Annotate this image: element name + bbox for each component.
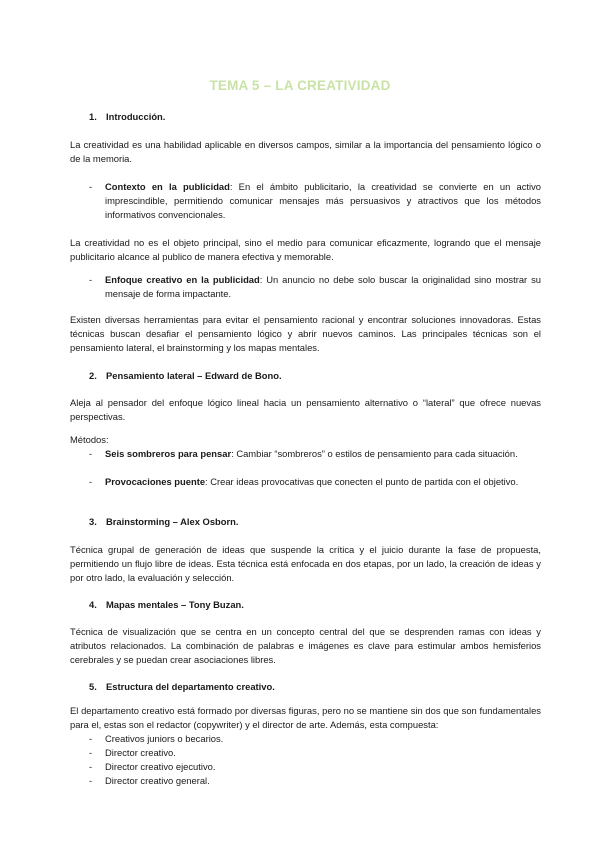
paragraph: La creatividad no es el objeto principal, sino el medio para comunicar eficazmente, logrando que el mensaje publicitario alcance al publico de manera efectiva y memorable. xyxy=(70,237,541,262)
bullet-dash: - xyxy=(89,274,93,285)
paragraph: Existen diversas herramientas para evitar el pensamiento racional y encontrar soluciones innovadoras. Estas técnicas buscan desafiar el pensamiento lógico y abrir nuevos caminos. Las principales técnicas son el pensamiento lateral, el brainstorming y los mapas mentales. xyxy=(70,314,541,353)
list-item-text: Director creativo. xyxy=(105,747,176,758)
section-number: 2. xyxy=(89,370,97,381)
bullet-label: Seis sombreros para pensar xyxy=(105,448,232,459)
bullet-item xyxy=(89,447,541,461)
section-number: 5. xyxy=(89,681,97,692)
document-title: TEMA 5 – LA CREATIVIDAD xyxy=(209,78,391,93)
bullet-item xyxy=(89,180,541,222)
list-item-text: Director creativo general. xyxy=(105,775,210,786)
bullet-text: : En el ámbito publicitario, la creatividad se convierte en un activo imprescindible, permitiendo comunicar mensajes más persuasivos y atractivos que los métodos informativos convencionales. xyxy=(105,181,541,220)
section-heading-brainstorming xyxy=(89,515,239,529)
list-item-text: Director creativo ejecutivo. xyxy=(105,761,216,772)
list-item xyxy=(89,760,215,774)
section-title: Pensamiento lateral – Edward de Bono. xyxy=(106,370,282,381)
bullet-dash: - xyxy=(89,181,93,192)
section-heading-estructura xyxy=(89,680,275,694)
bullet-label: Enfoque creativo en la publicidad xyxy=(105,274,260,285)
section-title: Brainstorming – Alex Osborn. xyxy=(106,516,239,527)
section-heading-pensamiento-lateral xyxy=(89,369,282,383)
bullet-dash: - xyxy=(89,775,93,786)
paragraph: La creatividad es una habilidad aplicable en diversos campos, similar a la importancia del pensamiento lógico o de la memoria. xyxy=(70,139,541,164)
paragraph: El departamento creativo está formado por diversas figuras, pero no se mantiene sin dos que son fundamentales para el, estas son el redactor (copywriter) y el director de arte. Además, esta compuesta: xyxy=(70,705,541,730)
section-heading-mapas-mentales xyxy=(89,598,244,612)
section-title: Estructura del departamento creativo. xyxy=(106,681,275,692)
bullet-label: Contexto en la publicidad xyxy=(105,181,230,192)
bullet-dash: - xyxy=(89,761,93,772)
bullet-text: : Un anuncio no debe solo buscar la originalidad sino mostrar su mensaje de forma impactante. xyxy=(105,274,541,299)
bullet-dash: - xyxy=(89,448,93,459)
paragraph: Aleja al pensador del enfoque lógico lineal hacia un pensamiento alternativo o “lateral” que ofrece nuevas perspectivas. xyxy=(70,397,541,422)
list-item xyxy=(89,774,210,788)
section-title: Introducción. xyxy=(106,111,166,122)
section-number: 1. xyxy=(89,111,97,122)
bullet-text: : Cambiar “sombreros” o estilos de pensamiento para cada situación. xyxy=(231,448,518,459)
section-number: 3. xyxy=(89,516,97,527)
bullet-dash: - xyxy=(89,747,93,758)
bullet-text: : Crear ideas provocativas que conecten el punto de partida con el objetivo. xyxy=(205,476,519,487)
bullet-item xyxy=(89,475,541,489)
paragraph: Técnica de visualización que se centra en un concepto central del que se desprenden ramas con ideas y atributos relacionados. La combinación de palabras e imágenes es clave para estimular ambos hemisferios cerebrales y se puedan crear asociaciones libres. xyxy=(70,626,541,665)
list-item xyxy=(89,732,223,746)
section-number: 4. xyxy=(89,599,97,610)
section-heading-introduccion xyxy=(89,110,165,124)
bullet-dash: - xyxy=(89,733,93,744)
bullet-label: Provocaciones puente xyxy=(105,476,206,487)
list-item xyxy=(89,746,176,760)
methods-label: Métodos: xyxy=(70,434,109,445)
paragraph: Técnica grupal de generación de ideas que suspende la crítica y el juicio durante la fase de propuesta, permitiendo un flujo libre de ideas. Esta técnica está enfocada en dos etapas, por un lado, la creación de ideas y por otro lado, la evaluación y selección. xyxy=(70,544,541,583)
list-item-text: Creativos juniors o becarios. xyxy=(105,733,224,744)
bullet-item xyxy=(89,273,541,301)
section-title: Mapas mentales – Tony Buzan. xyxy=(106,599,244,610)
bullet-dash: - xyxy=(89,476,93,487)
